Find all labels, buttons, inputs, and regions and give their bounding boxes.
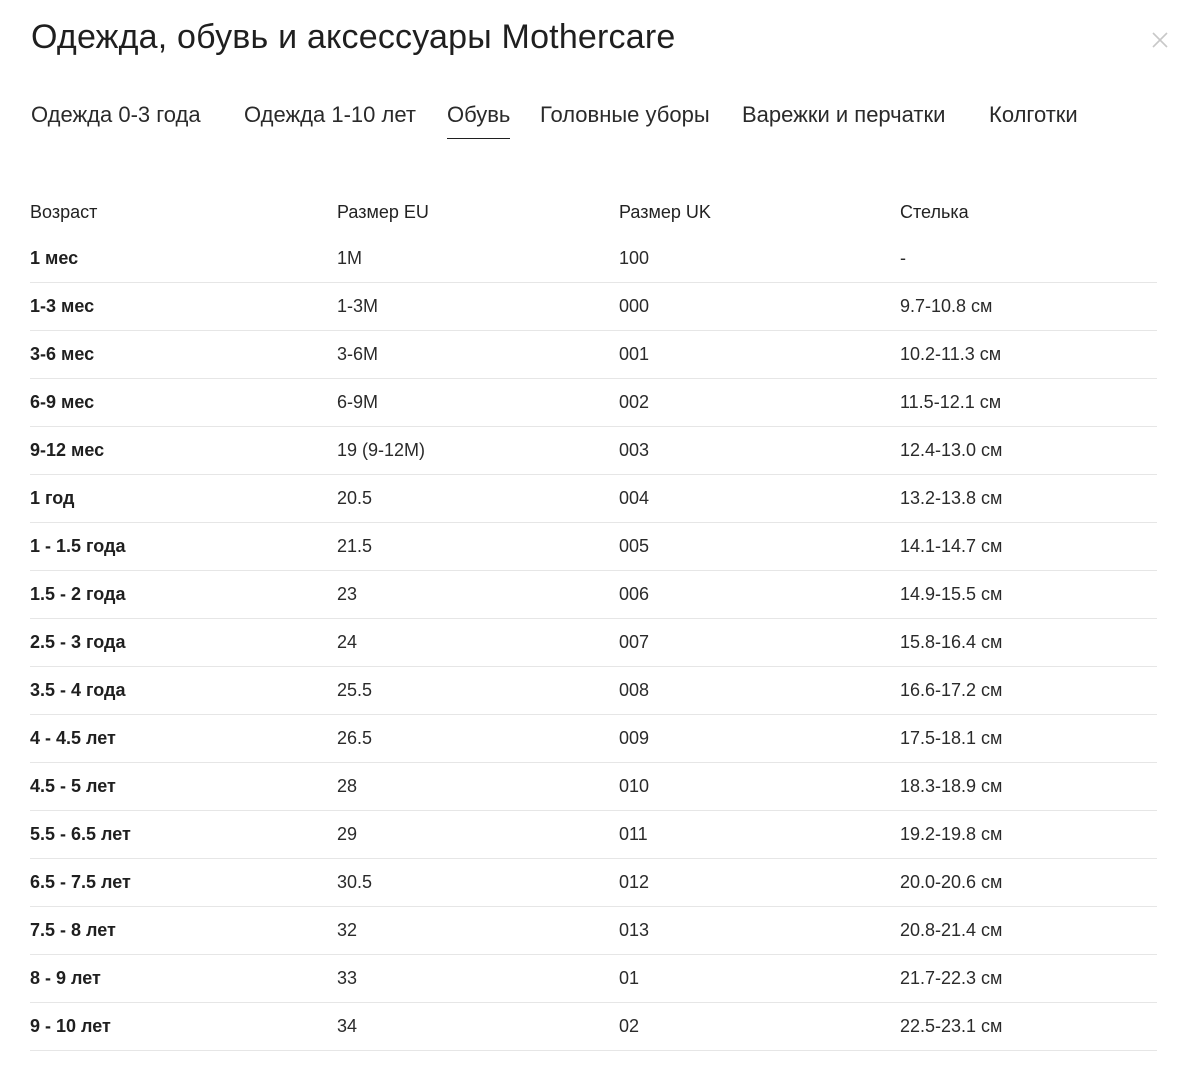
age-cell: 1 мес (30, 234, 337, 283)
size-eu-cell: 26.5 (337, 715, 619, 763)
table-row (30, 523, 1157, 571)
size-eu-cell: 30.5 (337, 859, 619, 907)
size-eu-cell: 34 (337, 1003, 619, 1051)
header-insole: Стелька (900, 201, 969, 222)
table-row (30, 907, 1157, 955)
close-button[interactable] (1146, 26, 1174, 54)
size-eu-cell: 23 (337, 571, 619, 619)
size-uk-cell: 02 (619, 1003, 900, 1051)
age-cell: 1-3 мес (30, 283, 337, 331)
size-uk-cell: 002 (619, 379, 900, 427)
insole-cell: 9.7-10.8 см (900, 283, 1157, 331)
insole-cell: 11.5-12.1 см (900, 379, 1157, 427)
size-eu-cell: 6-9M (337, 379, 619, 427)
insole-cell: 15.8-16.4 см (900, 619, 1157, 667)
tab-clothing-0-3[interactable]: Одежда 0-3 года (31, 102, 201, 127)
table-row (30, 283, 1157, 331)
size-uk-cell: 006 (619, 571, 900, 619)
size-uk-cell: 011 (619, 811, 900, 859)
age-cell: 7.5 - 8 лет (30, 907, 337, 955)
table-row (30, 619, 1157, 667)
age-cell: 9 - 10 лет (30, 1003, 337, 1051)
table-row (30, 715, 1157, 763)
table-row (30, 667, 1157, 715)
age-cell: 6.5 - 7.5 лет (30, 859, 337, 907)
age-cell: 1 - 1.5 года (30, 523, 337, 571)
insole-cell: 14.1-14.7 см (900, 523, 1157, 571)
age-cell: 6-9 мес (30, 379, 337, 427)
size-eu-cell: 25.5 (337, 667, 619, 715)
size-uk-cell: 008 (619, 667, 900, 715)
size-uk-cell: 003 (619, 427, 900, 475)
age-cell: 9-12 мес (30, 427, 337, 475)
age-cell: 1 год (30, 475, 337, 523)
size-eu-cell: 28 (337, 763, 619, 811)
table-row (30, 1003, 1157, 1051)
insole-cell: 21.7-22.3 см (900, 955, 1157, 1003)
tab-shoes[interactable]: Обувь (447, 98, 510, 139)
table-row (30, 475, 1157, 523)
header-size-eu: Размер EU (337, 201, 429, 222)
size-uk-cell: 009 (619, 715, 900, 763)
tab-mittens-gloves[interactable]: Варежки и перчатки (742, 102, 946, 127)
header-size-uk: Размер UK (619, 201, 711, 222)
size-eu-cell: 33 (337, 955, 619, 1003)
size-uk-cell: 100 (619, 234, 900, 283)
age-cell: 2.5 - 3 года (30, 619, 337, 667)
size-eu-cell: 20.5 (337, 475, 619, 523)
table-row (30, 234, 1157, 283)
size-table (30, 190, 1157, 1051)
size-uk-cell: 007 (619, 619, 900, 667)
size-eu-cell: 32 (337, 907, 619, 955)
table-row (30, 859, 1157, 907)
age-cell: 1.5 - 2 года (30, 571, 337, 619)
insole-cell: 17.5-18.1 см (900, 715, 1157, 763)
size-uk-cell: 005 (619, 523, 900, 571)
size-eu-cell: 24 (337, 619, 619, 667)
size-eu-cell: 1-3M (337, 283, 619, 331)
size-eu-cell: 21.5 (337, 523, 619, 571)
size-uk-cell: 01 (619, 955, 900, 1003)
table-header-row (30, 190, 1157, 234)
header-age: Возраст (30, 201, 98, 222)
table-row (30, 955, 1157, 1003)
tab-headwear[interactable]: Головные уборы (540, 102, 710, 127)
insole-cell: 16.6-17.2 см (900, 667, 1157, 715)
tab-tights[interactable]: Колготки (989, 102, 1078, 127)
insole-cell: 12.4-13.0 см (900, 427, 1157, 475)
insole-cell: 18.3-18.9 см (900, 763, 1157, 811)
insole-cell: 19.2-19.8 см (900, 811, 1157, 859)
table-row (30, 763, 1157, 811)
close-icon (1146, 26, 1174, 54)
table-row (30, 427, 1157, 475)
insole-cell: - (900, 234, 1157, 283)
size-eu-cell: 29 (337, 811, 619, 859)
age-cell: 8 - 9 лет (30, 955, 337, 1003)
table-row (30, 331, 1157, 379)
age-cell: 3-6 мес (30, 331, 337, 379)
insole-cell: 13.2-13.8 см (900, 475, 1157, 523)
age-cell: 4 - 4.5 лет (30, 715, 337, 763)
insole-cell: 22.5-23.1 см (900, 1003, 1157, 1051)
table-row (30, 379, 1157, 427)
modal-title: Одежда, обувь и аксессуары Mothercare (31, 18, 676, 56)
insole-cell: 20.0-20.6 см (900, 859, 1157, 907)
size-uk-cell: 001 (619, 331, 900, 379)
insole-cell: 20.8-21.4 см (900, 907, 1157, 955)
age-cell: 4.5 - 5 лет (30, 763, 337, 811)
table-row (30, 811, 1157, 859)
age-cell: 5.5 - 6.5 лет (30, 811, 337, 859)
size-uk-cell: 012 (619, 859, 900, 907)
size-eu-cell: 19 (9-12M) (337, 427, 619, 475)
size-uk-cell: 000 (619, 283, 900, 331)
table-row (30, 571, 1157, 619)
insole-cell: 14.9-15.5 см (900, 571, 1157, 619)
size-uk-cell: 013 (619, 907, 900, 955)
age-cell: 3.5 - 4 года (30, 667, 337, 715)
size-uk-cell: 010 (619, 763, 900, 811)
tab-clothing-1-10[interactable]: Одежда 1-10 лет (244, 102, 416, 127)
size-eu-cell: 1M (337, 234, 619, 283)
size-uk-cell: 004 (619, 475, 900, 523)
insole-cell: 10.2-11.3 см (900, 331, 1157, 379)
size-eu-cell: 3-6M (337, 331, 619, 379)
